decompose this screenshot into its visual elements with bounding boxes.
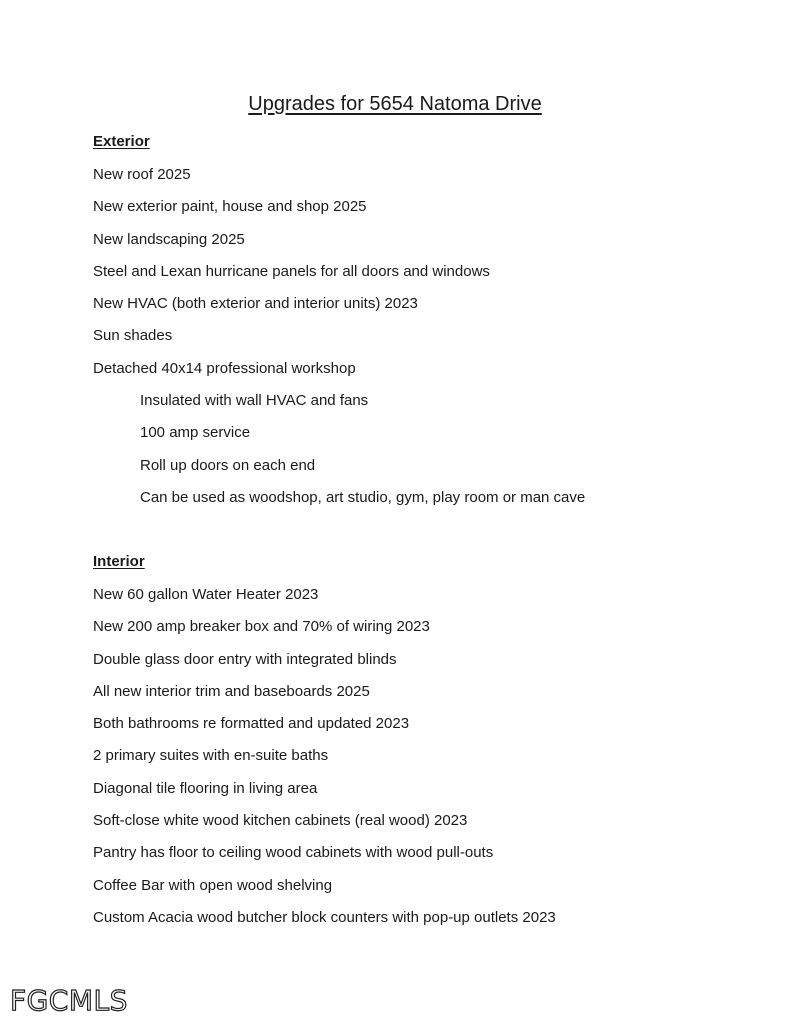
- list-item: Double glass door entry with integrated blinds: [93, 650, 397, 668]
- list-item: New 200 amp breaker box and 70% of wiring 2023: [93, 618, 430, 636]
- list-item: Sun shades: [93, 327, 173, 345]
- list-item: New 60 gallon Water Heater 2023: [93, 586, 319, 603]
- interior-heading: Interior: [93, 553, 145, 570]
- document-title: Upgrades for 5654 Natoma Drive: [248, 93, 542, 115]
- list-item: New roof 2025: [93, 166, 191, 183]
- exterior-list: [93, 165, 585, 520]
- workshop-detail-item: 100 amp service: [140, 424, 251, 442]
- list-item: Steel and Lexan hurricane panels for all doors and windows: [93, 262, 490, 280]
- list-item: New landscaping 2025: [93, 230, 245, 248]
- list-item: Custom Acacia wood butcher block counters with pop-up outlets 2023: [93, 908, 556, 926]
- interior-list: [93, 585, 556, 940]
- workshop-detail-item: Roll up doors on each end: [140, 456, 316, 474]
- list-item: All new interior trim and baseboards 2025: [93, 682, 370, 700]
- list-item: Coffee Bar with open wood shelving: [93, 876, 333, 894]
- list-item: Soft-close white wood kitchen cabinets (real wood) 2023: [93, 812, 468, 830]
- list-item: Detached 40x14 professional workshop: [93, 359, 356, 377]
- list-item: Diagonal tile flooring in living area: [93, 779, 318, 797]
- exterior-heading: Exterior: [93, 133, 150, 150]
- list-item: Pantry has floor to ceiling wood cabinets with wood pull-outs: [93, 844, 494, 862]
- list-item: Both bathrooms re formatted and updated 2023: [93, 715, 410, 733]
- workshop-detail-item: Can be used as woodshop, art studio, gym, play room or man cave: [140, 488, 586, 506]
- list-item: New HVAC (both exterior and interior units) 2023: [93, 295, 418, 313]
- workshop-detail-item: Insulated with wall HVAC and fans: [140, 392, 369, 410]
- list-item: New exterior paint, house and shop 2025: [93, 198, 367, 216]
- list-item: 2 primary suites with en-suite baths: [93, 747, 329, 765]
- mls-watermark: FGCMLS: [10, 984, 128, 1017]
